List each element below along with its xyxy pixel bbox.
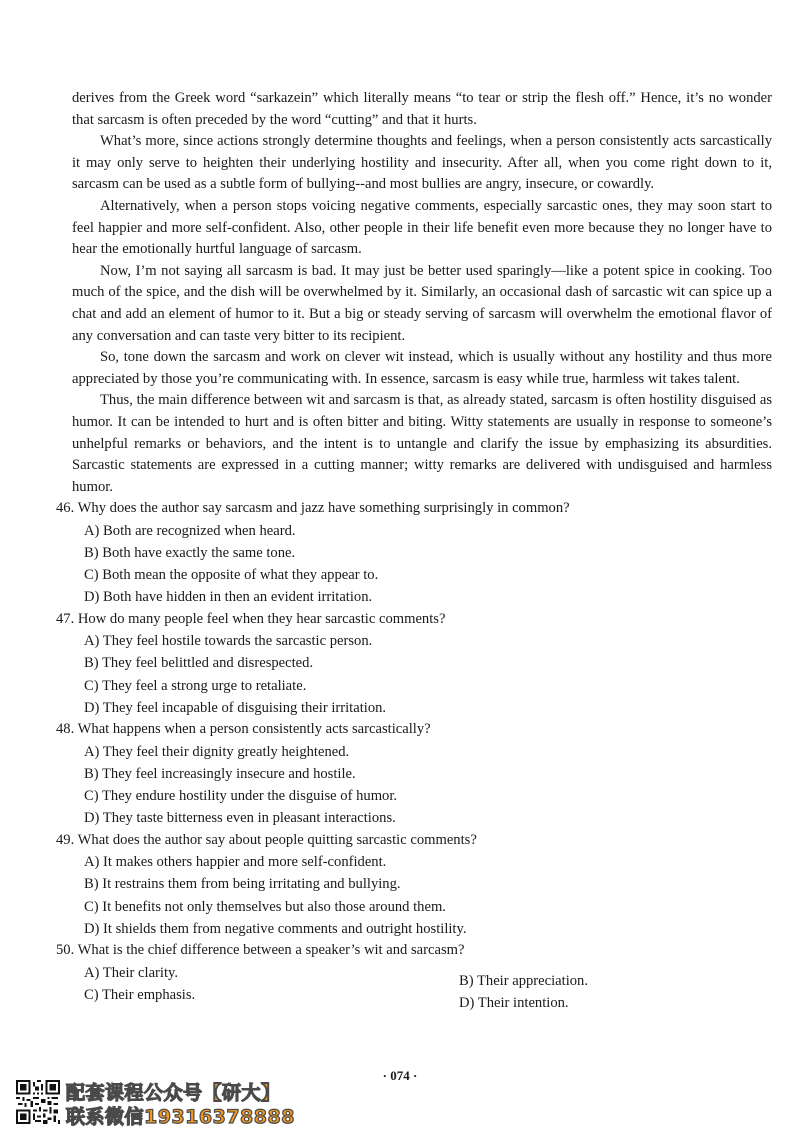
question-50	[56, 940, 772, 1011]
document-body	[56, 88, 772, 1011]
promo-text-line-2: 联系微信19316378888	[66, 1106, 295, 1128]
option-d: D) It shields them from negative comments and outright hostility.	[84, 920, 467, 937]
question-48	[56, 719, 772, 829]
question-stem: 47. How do many people feel when they hear sarcastic comments?	[56, 610, 446, 627]
option-d: D) Both have hidden in then an evident irritation.	[84, 589, 373, 606]
option-b: B) Their appreciation.	[459, 972, 588, 989]
question-stem: 46. Why does the author say sarcasm and jazz have something surprisingly in common?	[56, 500, 570, 517]
question-49	[56, 830, 772, 940]
question-stem: 48. What happens when a person consistently acts sarcastically?	[56, 721, 431, 738]
option-list	[72, 851, 772, 940]
option-a: A) Both are recognized when heard.	[84, 522, 296, 539]
passage-paragraph-4: Now, I’m not saying all sarcasm is bad. It may just be better used sparingly—like a potent spice in cooking. Too much of the spice, and the dish will be overwhelmed by it. Similarly, an occasional dash of sarcastic wit can spice up a chat and add an element of humor to it. But a big or steady serving of sarcasm will overwhelm the emotional flavor of any conversation and can taste very bitter to its recipient.	[72, 262, 772, 344]
question-stem: 50. What is the chief difference between a speaker’s wit and sarcasm?	[56, 941, 465, 958]
option-list	[72, 520, 772, 609]
option-a: A) They feel hostile towards the sarcastic person.	[84, 633, 373, 650]
passage-paragraph-5: So, tone down the sarcasm and work on clever wit instead, which is usually without any hostility and thus more appreciated by those you’re communicating with. In essence, sarcasm is easy while true, harmless wit takes talent.	[72, 349, 772, 387]
option-c: C) Both mean the opposite of what they appear to.	[84, 567, 379, 584]
option-c: C) They feel a strong urge to retaliate.	[84, 677, 307, 694]
option-b: B) They feel belittled and disrespected.	[84, 655, 314, 672]
option-b: B) They feel increasingly insecure and hostile.	[84, 765, 356, 782]
qr-code-icon	[16, 1080, 60, 1124]
option-list	[72, 630, 772, 719]
option-a: A) Their clarity.	[84, 964, 179, 981]
option-a: A) They feel their dignity greatly heightened.	[84, 743, 350, 760]
option-d: D) Their intention.	[459, 994, 569, 1011]
promo-watermark	[16, 1078, 316, 1130]
option-list	[72, 962, 772, 1011]
option-b: B) It restrains them from being irritating and bullying.	[84, 876, 401, 893]
option-d: D) They taste bitterness even in pleasant interactions.	[84, 810, 396, 827]
option-c: C) They endure hostility under the disguise of humor.	[84, 788, 398, 805]
passage-paragraph-6: Thus, the main difference between wit and sarcasm is that, as already stated, sarcasm is often hostility disguised as humor. It can be intended to hurt and is often bitter and biting. Witty statements are usually in response to someone’s unhelpful remarks or behaviors, and the intent is to untangle and clarify the issue by emphasizing its absurdities. Sarcastic statements are expressed in a cutting manner; witty remarks are delivered with undisguised and harmless humor.	[72, 392, 772, 495]
option-a: A) It makes others happier and more self-confident.	[84, 854, 387, 871]
question-46	[56, 498, 772, 608]
option-c: C) It benefits not only themselves but also those around them.	[84, 898, 446, 915]
option-d: D) They feel incapable of disguising their irritation.	[84, 699, 387, 716]
passage-paragraph-3: Alternatively, when a person stops voicing negative comments, especially sarcastic ones, they may soon start to feel happier and more self-confident. Also, other people in their life benefit even more because they no longer have to hear the emotionally hurtful language of sarcasm.	[72, 197, 772, 258]
passage-paragraph-1: derives from the Greek word “sarkazein” which literally means “to tear or strip the flesh off.” Hence, it’s no wonder that sarcasm is often preceded by the word “cutting” and that it hurts.	[72, 90, 772, 128]
page-number: · 074 ·	[382, 1068, 418, 1083]
option-c: C) Their emphasis.	[84, 986, 196, 1003]
passage-paragraph-2: What’s more, since actions strongly determine thoughts and feelings, when a person consistently acts sarcastically it may only serve to heighten their underlying hostility and insecurity. After all, when you come right down to it, sarcasm can be used as a subtle form of bullying--and most bullies are angry, insecure, or cowardly.	[72, 133, 772, 193]
question-47	[56, 609, 772, 719]
option-b: B) Both have exactly the same tone.	[84, 545, 296, 562]
question-stem: 49. What does the author say about people quitting sarcastic comments?	[56, 831, 477, 848]
option-list	[72, 741, 772, 830]
promo-text-line-1: 配套课程公众号【研大】	[66, 1082, 281, 1104]
